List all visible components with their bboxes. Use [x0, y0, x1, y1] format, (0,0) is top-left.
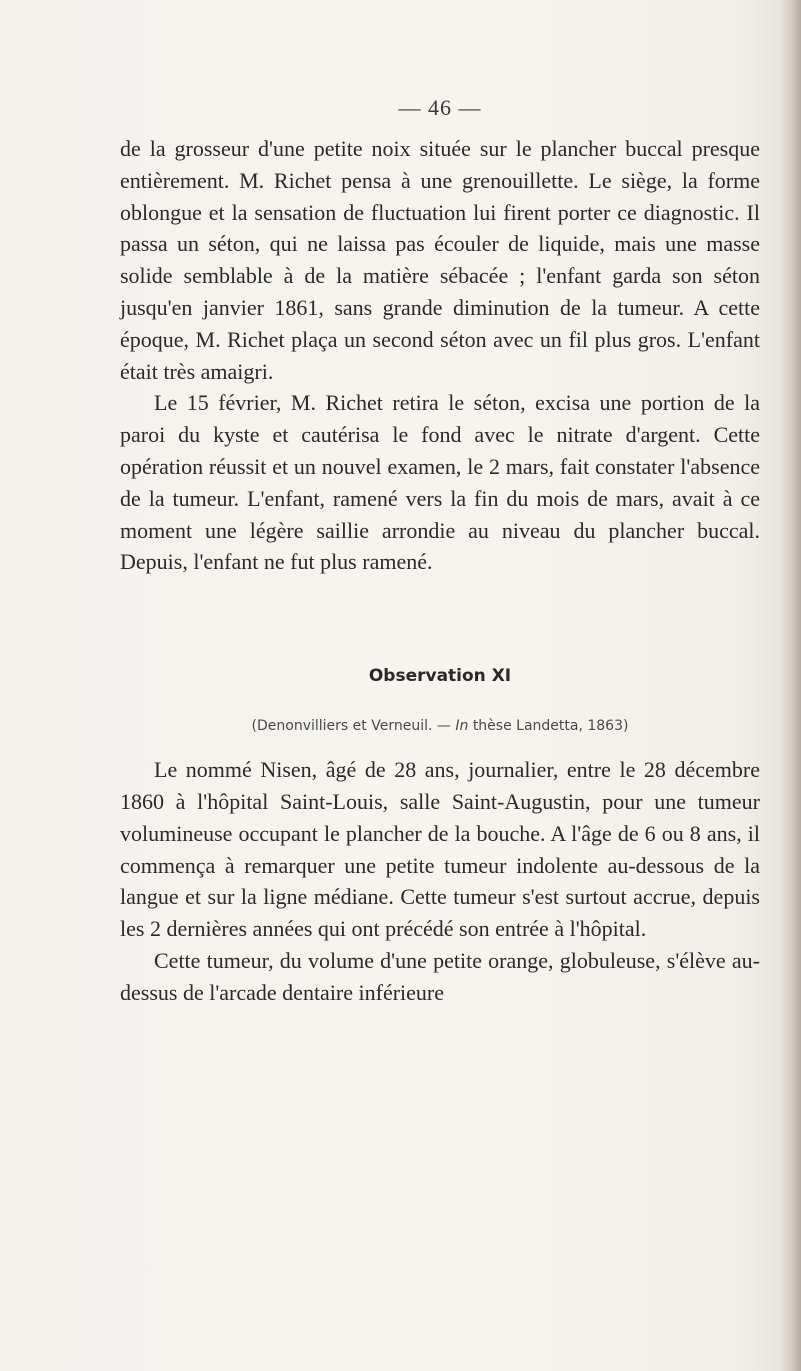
- page-number: — 46 —: [398, 95, 482, 120]
- paragraph-tumor: Cette tumeur, du volume d'une petite orange, globuleuse, s'élève au-dessus de l'arcade dentaire inférieure: [120, 947, 760, 1005]
- source-authors: (Denonvilliers et Verneuil. —: [251, 718, 451, 735]
- source-in: In: [455, 718, 469, 735]
- paragraph-patient: Le nommé Nisen, âgé de 28 ans, journalier, entre le 28 décembre 1860 à l'hôpital Saint-Louis, salle Saint-Augustin, pour une tumeur volumineuse occupant le plancher de la bouche. A l'âge de 6 ou 8 ans, il commença à remarquer une petite tumeur indolente au-dessous de la langue et sur la ligne médiane. Cette tumeur s'est surtout accrue, depuis les 2 dernières années qui ont précédé son entrée à l'hôpital.: [120, 757, 760, 942]
- page-edge-shadow: [779, 0, 801, 1371]
- observation-title: Observation XI: [368, 666, 512, 687]
- paragraph-operation: Le 15 février, M. Richet retira le séton, excisa une portion de la paroi du kyste et cautérisa le fond avec le nitrate d'argent. Cette opération réussit et un nouvel examen, le 2 mars, fait constater l'absence de la tumeur. L'enfant, ramené vers la fin du mois de mars, avait à ce moment une légère saillie arrondie au niveau du plancher buccal. Depuis, l'enfant ne fut plus ramené.: [120, 390, 760, 575]
- paragraph-continued: de la grosseur d'une petite noix située sur le plancher buccal presque entièrement. M. Richet pensa à une grenouillette. Le siège, la forme oblongue et la sensation de fluctuation lui firent porter ce diagnostic. Il passa un séton, qui ne laissa pas écouler de liquide, mais une masse solide semblable à de la matière sébacée ; l'enfant garda son séton jusqu'en janvier 1861, sans grande diminution de la tumeur. A cette époque, M. Richet plaça un second séton avec un fil plus gros. L'enfant était très amaigri.: [120, 136, 760, 384]
- source-thesis: thèse Landetta, 1863): [472, 718, 629, 735]
- observation-source: [120, 718, 760, 734]
- page-text: [120, 95, 760, 1009]
